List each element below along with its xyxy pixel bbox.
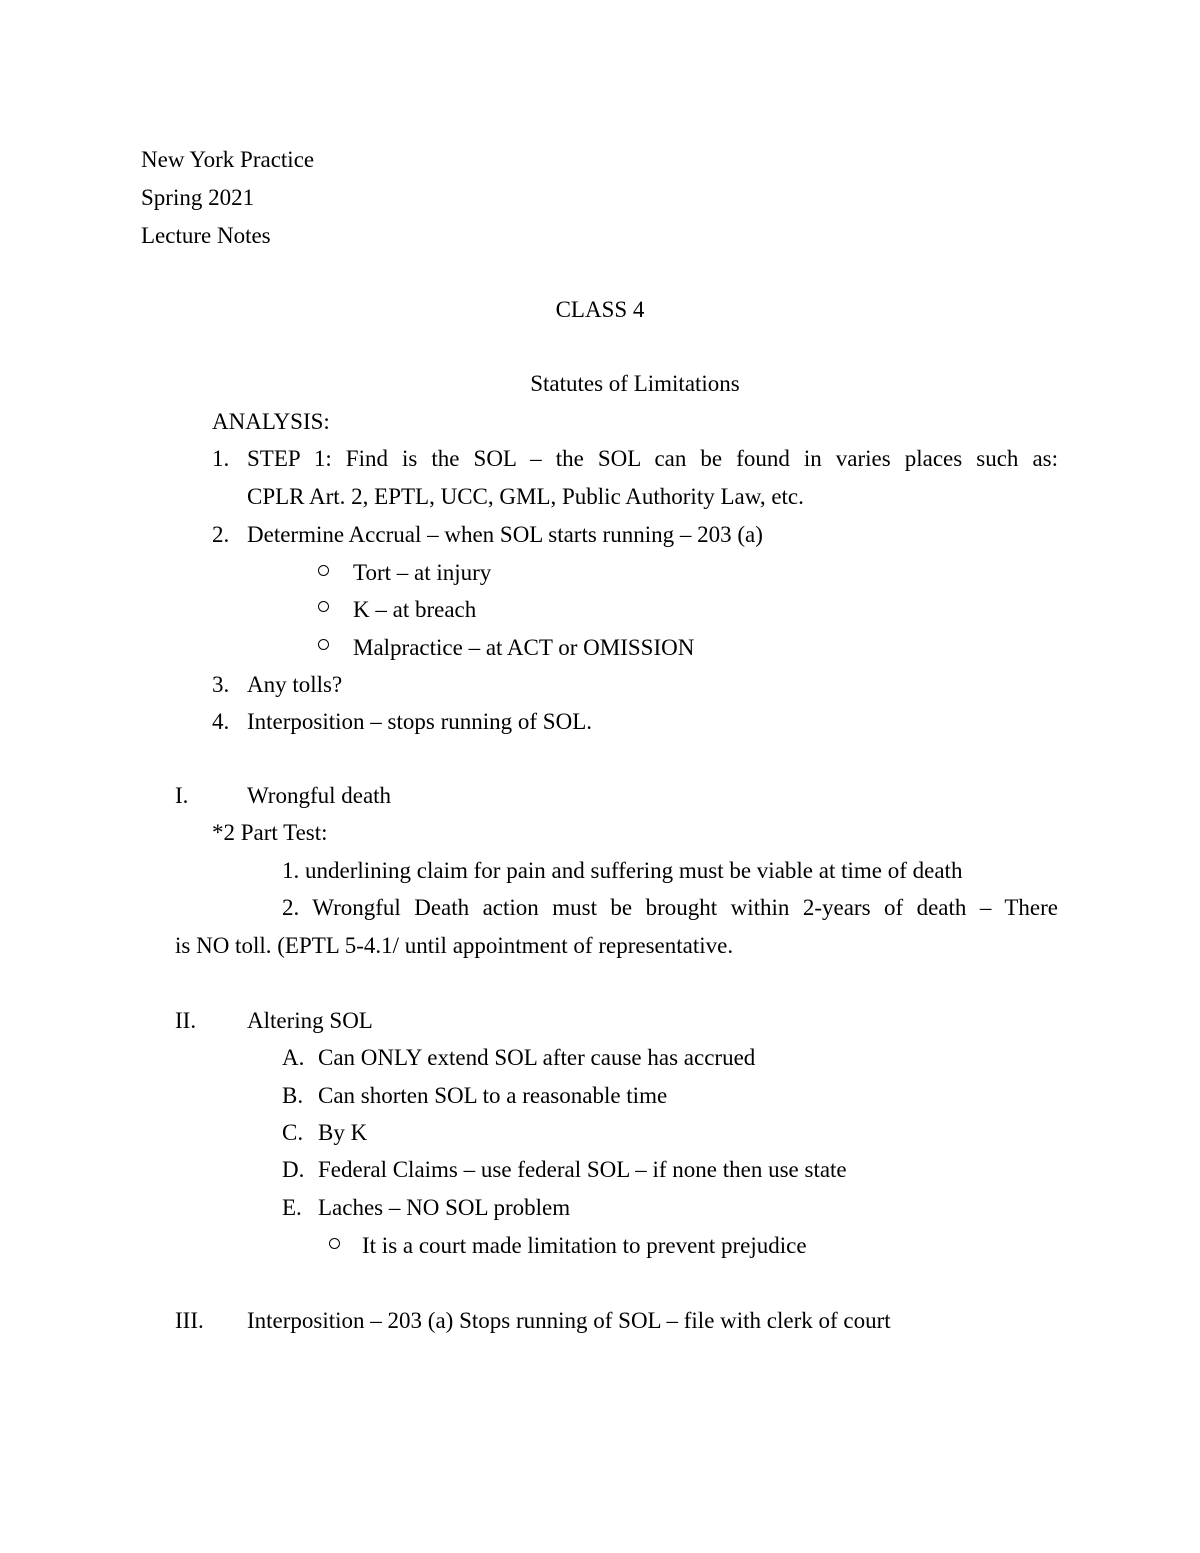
section-2-item-e-text: Laches – NO SOL problem [318, 1195, 571, 1220]
section-1-numeral: I. [175, 783, 189, 808]
step-1-continuation: CPLR Art. 2, EPTL, UCC, GML, Public Authority Law, etc. [247, 484, 804, 509]
topic-title: Statutes of Limitations [530, 371, 740, 396]
step-4-number: 4. [212, 709, 230, 734]
section-2-item-b-letter: B. [282, 1083, 304, 1108]
accrual-item-malpractice: Malpractice – at ACT or OMISSION [353, 635, 695, 660]
class-title: CLASS 4 [555, 297, 645, 322]
section-3-text: Interposition – 203 (a) Stops running of SOL – file with clerk of court [247, 1308, 891, 1333]
term: Spring 2021 [141, 185, 255, 210]
section-2-item-b-text: Can shorten SOL to a reasonable time [318, 1083, 668, 1108]
section-1-item-2-continuation: is NO toll. (EPTL 5-4.1/ until appointment of representative. [175, 933, 734, 958]
section-1-item-1: 1. underlining claim for pain and suffering must be viable at time of death [282, 858, 963, 883]
circle-bullet-icon [318, 565, 329, 576]
step-1-text: STEP 1: Find is the SOL – the SOL can be found in varies places such as: [247, 446, 1058, 471]
section-2-numeral: II. [175, 1008, 197, 1033]
section-3-numeral: III. [175, 1308, 204, 1333]
section-2-item-a-text: Can ONLY extend SOL after cause has accrued [318, 1045, 756, 1070]
analysis-heading: ANALYSIS: [212, 409, 330, 434]
step-3-text: Any tolls? [247, 672, 343, 697]
section-2-item-c-letter: C. [282, 1120, 304, 1145]
accrual-item-contract: K – at breach [353, 597, 477, 622]
section-2-item-a-letter: A. [282, 1045, 305, 1070]
document-type: Lecture Notes [141, 223, 271, 248]
laches-note: It is a court made limitation to prevent prejudice [362, 1233, 807, 1258]
course-name: New York Practice [141, 147, 315, 172]
section-1-title: Wrongful death [247, 783, 392, 808]
section-2-item-c-text: By K [318, 1120, 368, 1145]
section-1-item-2: 2. Wrongful Death action must be brought within 2-years of death – There [282, 895, 1058, 920]
section-2-item-d-text: Federal Claims – use federal SOL – if none then use state [318, 1157, 847, 1182]
circle-bullet-icon [329, 1238, 340, 1249]
section-2-item-d-letter: D. [282, 1157, 305, 1182]
step-3-number: 3. [212, 672, 230, 697]
accrual-item-tort: Tort – at injury [353, 560, 492, 585]
section-1-subhead: *2 Part Test: [212, 820, 328, 845]
step-4-text: Interposition – stops running of SOL. [247, 709, 592, 734]
circle-bullet-icon [318, 601, 329, 612]
section-2-title: Altering SOL [247, 1008, 373, 1033]
step-1-number: 1. [212, 446, 230, 471]
section-2-item-e-letter: E. [282, 1195, 302, 1220]
step-2-number: 2. [212, 522, 230, 547]
circle-bullet-icon [318, 639, 329, 650]
step-2-text: Determine Accrual – when SOL starts running – 203 (a) [247, 522, 763, 547]
